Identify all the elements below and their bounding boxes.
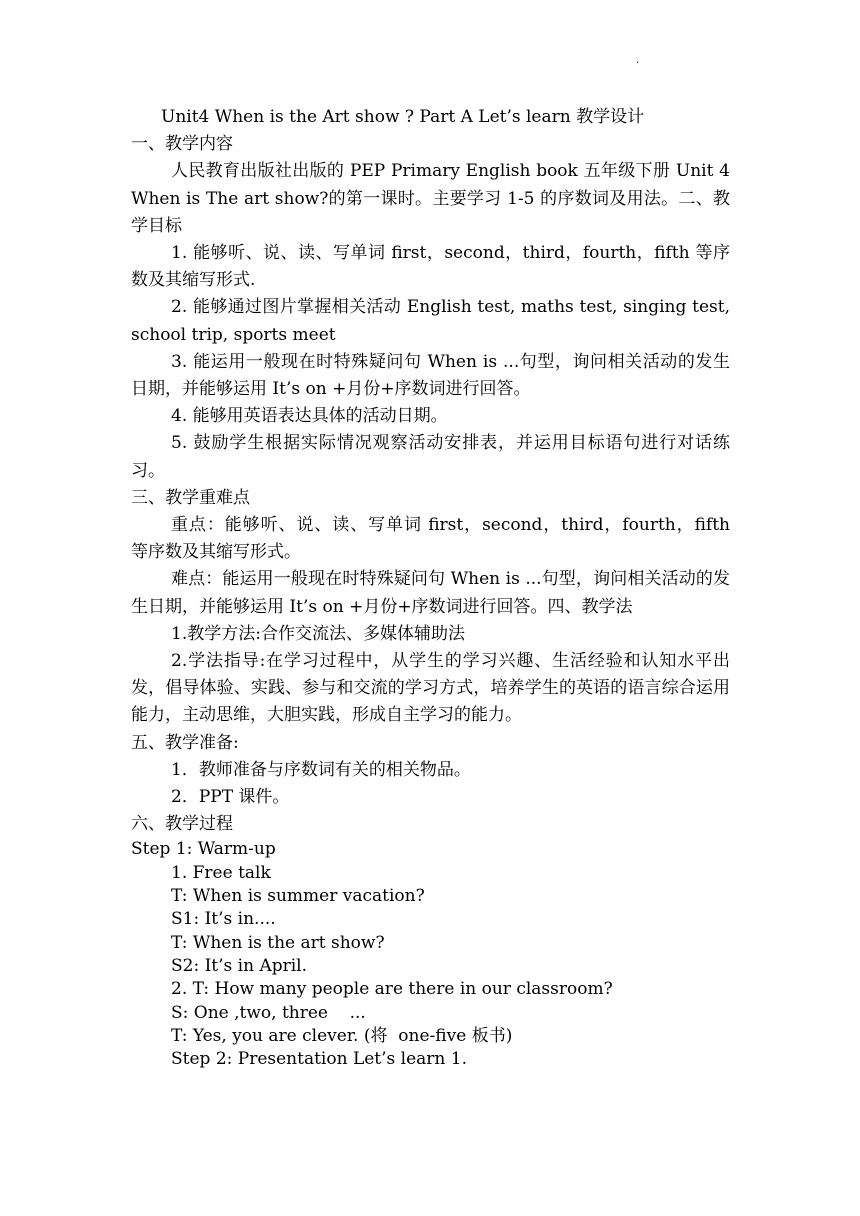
section-heading-process: 六、教学过程 (131, 814, 233, 835)
goal-1: 1. 能够听、说、读、写单词 first，second，third，fourth，fifth 等序数及其缩写形式. (131, 243, 730, 291)
header-mark: . (636, 55, 640, 66)
key-point: 重点：能够听、说、读、写单词 first，second，third，fourth，fifth 等序数及其缩写形式。 (131, 515, 730, 563)
section-heading-content: 一、教学内容 (131, 134, 233, 155)
step-1-heading: Step 1: Warm-up (131, 839, 276, 860)
process-line: Step 2: Presentation Let’s learn 1. (171, 1049, 467, 1070)
goal-2: 2. 能够通过图片掌握相关活动 English test, maths test, singing test, school trip, sports meet (131, 297, 730, 345)
prep-1: 1．教师准备与序数词有关的相关物品。 (171, 759, 471, 780)
goal-3: 3. 能运用一般现在时特殊疑问句 When is ...句型，询问相关活动的发生日期，并能够运用 It’s on +月份+序数词进行回答。 (131, 351, 730, 400)
process-line: S1: It’s in.... (171, 909, 276, 930)
process-line: S: One ,two, three ... (171, 1002, 366, 1023)
method-1: 1.教学方法:合作交流法、多媒体辅助法 (171, 623, 465, 644)
section-heading-preparation: 五、教学准备: (131, 732, 239, 753)
prep-2: 2．PPT 课件。 (171, 787, 290, 808)
content-paragraph: 人民教育出版社出版的 PEP Primary English book 五年级下册 Unit 4 When is The art show?的第一课时。主要学习 1-5 的序数词及用法。二、教学目标 (131, 161, 730, 236)
process-line: S2: It’s in April. (171, 955, 308, 976)
process-line: 2. T: How many people are there in our classroom? (171, 979, 613, 1000)
document-body (131, 104, 730, 1071)
section-heading-key-points: 三、教学重难点 (131, 487, 250, 508)
goal-5: 5. 鼓励学生根据实际情况观察活动安排表，并运用目标语句进行对话练习。 (131, 433, 730, 481)
process-line: T: When is summer vacation? (171, 886, 425, 907)
document-title: Unit4 When is the Art show ? Part A Let’s learn 教学设计 (161, 107, 645, 127)
process-line: 1. Free talk (171, 862, 271, 883)
difficult-point: 难点：能运用一般现在时特殊疑问句 When is ...句型，询问相关活动的发生日期，并能够运用 It’s on +月份+序数词进行回答。四、教学法 (131, 569, 730, 617)
process-line: T: When is the art show? (171, 932, 385, 953)
process-line: T: Yes, you are clever. (将 one-five 板书) (171, 1025, 513, 1046)
goal-4: 4. 能够用英语表达具体的活动日期。 (171, 406, 448, 427)
method-2: 2.学法指导:在学习过程中，从学生的学习兴趣、生活经验和认知水平出发，倡导体验、实践、参与和交流的学习方式，培养学生的英语的语言综合运用能力，主动思维，大胆实践，形成自主学习的能力。 (131, 651, 730, 726)
